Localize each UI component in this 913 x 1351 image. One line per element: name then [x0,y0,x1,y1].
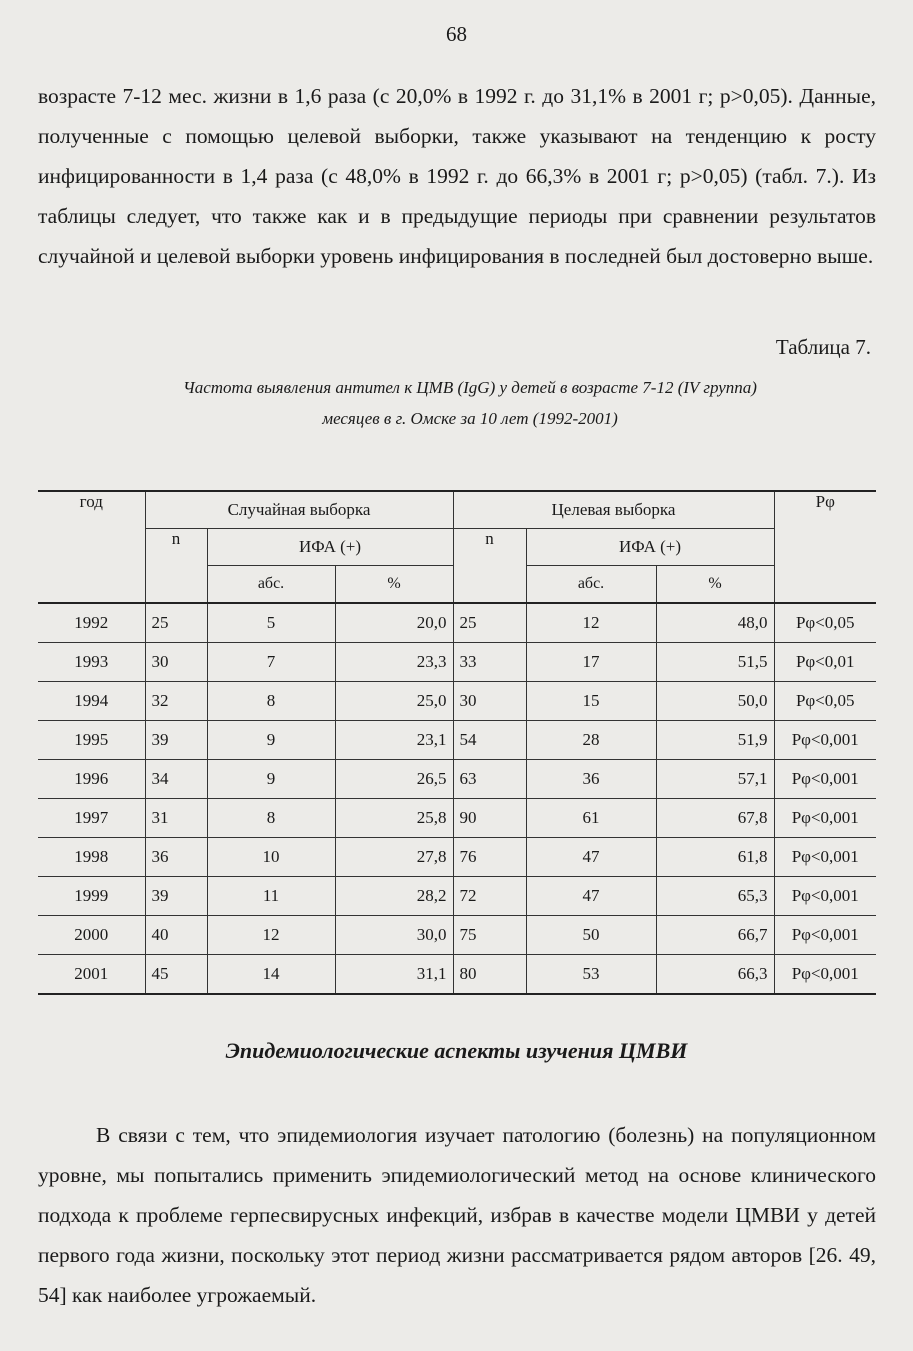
cell-p: Рφ<0,001 [774,955,876,995]
table-row [38,955,876,995]
cell-p: Рφ<0,01 [774,643,876,682]
cell-year: 1994 [38,682,145,721]
cell-target-abs: 53 [526,955,656,995]
cell-random-n: 25 [145,603,207,643]
cell-random-pct: 20,0 [335,603,453,643]
cell-target-n: 80 [453,955,526,995]
cell-random-abs: 8 [207,682,335,721]
header-target-ifa: ИФА (+) [526,529,774,566]
cell-year: 1992 [38,603,145,643]
table-caption [60,372,880,434]
header-p: Рφ [774,491,876,603]
cell-target-n: 54 [453,721,526,760]
cell-year: 1997 [38,799,145,838]
table-row [38,721,876,760]
cell-year: 1999 [38,877,145,916]
cell-target-pct: 66,3 [656,955,774,995]
cell-target-abs: 50 [526,916,656,955]
cell-random-pct: 31,1 [335,955,453,995]
cell-p: Рφ<0,001 [774,838,876,877]
paragraph-epidemiology: В связи с тем, что эпидемиология изучает патологию (болезнь) на популяционном уровне, мы попытались применить эпидемиологический метод на основе клинического подхода к проблеме герпесвирусных инфекций, избрав в качестве модели ЦМВИ у детей первого года жизни, поскольку этот период жизни рассматривается рядом авторов [26. 49, 54] как наиболее угрожаемый. [38,1123,876,1307]
header-target-pct: % [656,566,774,604]
cell-random-abs: 11 [207,877,335,916]
cell-random-pct: 28,2 [335,877,453,916]
caption-line-1: Частота выявления антител к ЦМВ (IgG) у детей в возрасте 7-12 (IV группа) [183,378,757,397]
cell-p: Рφ<0,001 [774,877,876,916]
cell-year: 1993 [38,643,145,682]
cell-random-abs: 9 [207,721,335,760]
cell-target-pct: 50,0 [656,682,774,721]
cell-target-n: 75 [453,916,526,955]
cell-target-abs: 61 [526,799,656,838]
cell-p: Рφ<0,001 [774,721,876,760]
cell-random-abs: 10 [207,838,335,877]
header-random-sample: Случайная выборка [145,491,453,529]
cell-target-abs: 17 [526,643,656,682]
header-random-pct: % [335,566,453,604]
cell-random-n: 36 [145,838,207,877]
cell-random-pct: 30,0 [335,916,453,955]
cell-target-abs: 47 [526,838,656,877]
header-target-abs: абс. [526,566,656,604]
table-row [38,603,876,643]
cell-target-abs: 15 [526,682,656,721]
cell-random-abs: 7 [207,643,335,682]
header-target-sample: Целевая выборка [453,491,774,529]
cell-random-pct: 27,8 [335,838,453,877]
cell-year: 2000 [38,916,145,955]
cell-random-pct: 23,1 [335,721,453,760]
cell-target-n: 63 [453,760,526,799]
caption-line-2: месяцев в г. Омске за 10 лет (1992-2001) [322,409,618,428]
cell-random-pct: 25,8 [335,799,453,838]
cell-target-pct: 51,9 [656,721,774,760]
cell-target-abs: 28 [526,721,656,760]
cell-random-pct: 26,5 [335,760,453,799]
header-random-abs: абс. [207,566,335,604]
cell-p: Рφ<0,001 [774,760,876,799]
cell-random-n: 31 [145,799,207,838]
section-title: Эпидемиологические аспекты изучения ЦМВИ [225,1038,688,1063]
cell-random-abs: 9 [207,760,335,799]
cell-random-n: 39 [145,721,207,760]
cell-random-abs: 5 [207,603,335,643]
cell-target-n: 30 [453,682,526,721]
table-row [38,760,876,799]
cell-target-abs: 47 [526,877,656,916]
cell-random-n: 45 [145,955,207,995]
cell-target-pct: 61,8 [656,838,774,877]
cell-target-pct: 65,3 [656,877,774,916]
cell-target-n: 72 [453,877,526,916]
cell-random-n: 34 [145,760,207,799]
cell-random-n: 40 [145,916,207,955]
table-row [38,643,876,682]
cell-random-n: 30 [145,643,207,682]
table-row [38,838,876,877]
header-random-ifa: ИФА (+) [207,529,453,566]
header-random-n: n [145,529,207,604]
cell-target-pct: 51,5 [656,643,774,682]
paragraph-intro: возрасте 7-12 мес. жизни в 1,6 раза (с 20,0% в 1992 г. до 31,1% в 2001 г; р>0,05). Данные, полученные с помощью целевой выборки, также указывают на тенденцию к росту инфицированности в 1,4 раза (с 48,0% в 1992 г. до 66,3% в 2001 г; р>0,05) (табл. 7.). Из таблицы следует, что также как и в предыдущие периоды при сравнении результатов случайной и целевой выборки уровень инфицирования в последней был достоверно выше. [38,84,876,268]
cell-target-pct: 57,1 [656,760,774,799]
cell-p: Рφ<0,001 [774,916,876,955]
cell-year: 2001 [38,955,145,995]
table-row [38,916,876,955]
table-row [38,682,876,721]
cell-target-abs: 36 [526,760,656,799]
cell-random-abs: 12 [207,916,335,955]
table-row [38,799,876,838]
cell-target-n: 25 [453,603,526,643]
cell-target-pct: 48,0 [656,603,774,643]
table-label: Таблица 7. [775,335,871,359]
cell-year: 1996 [38,760,145,799]
cell-target-n: 90 [453,799,526,838]
cell-p: Рφ<0,001 [774,799,876,838]
data-table [38,490,876,995]
table-row [38,877,876,916]
page-number: 68 [446,22,467,46]
cell-year: 1998 [38,838,145,877]
cell-random-pct: 23,3 [335,643,453,682]
cell-target-abs: 12 [526,603,656,643]
cell-target-n: 33 [453,643,526,682]
header-year: год [38,491,145,603]
cell-random-pct: 25,0 [335,682,453,721]
cell-p: Рφ<0,05 [774,682,876,721]
cell-random-n: 32 [145,682,207,721]
header-target-n: n [453,529,526,604]
cell-target-pct: 66,7 [656,916,774,955]
cell-random-n: 39 [145,877,207,916]
cell-year: 1995 [38,721,145,760]
cell-p: Рφ<0,05 [774,603,876,643]
cell-random-abs: 8 [207,799,335,838]
cell-random-abs: 14 [207,955,335,995]
cell-target-n: 76 [453,838,526,877]
cell-target-pct: 67,8 [656,799,774,838]
